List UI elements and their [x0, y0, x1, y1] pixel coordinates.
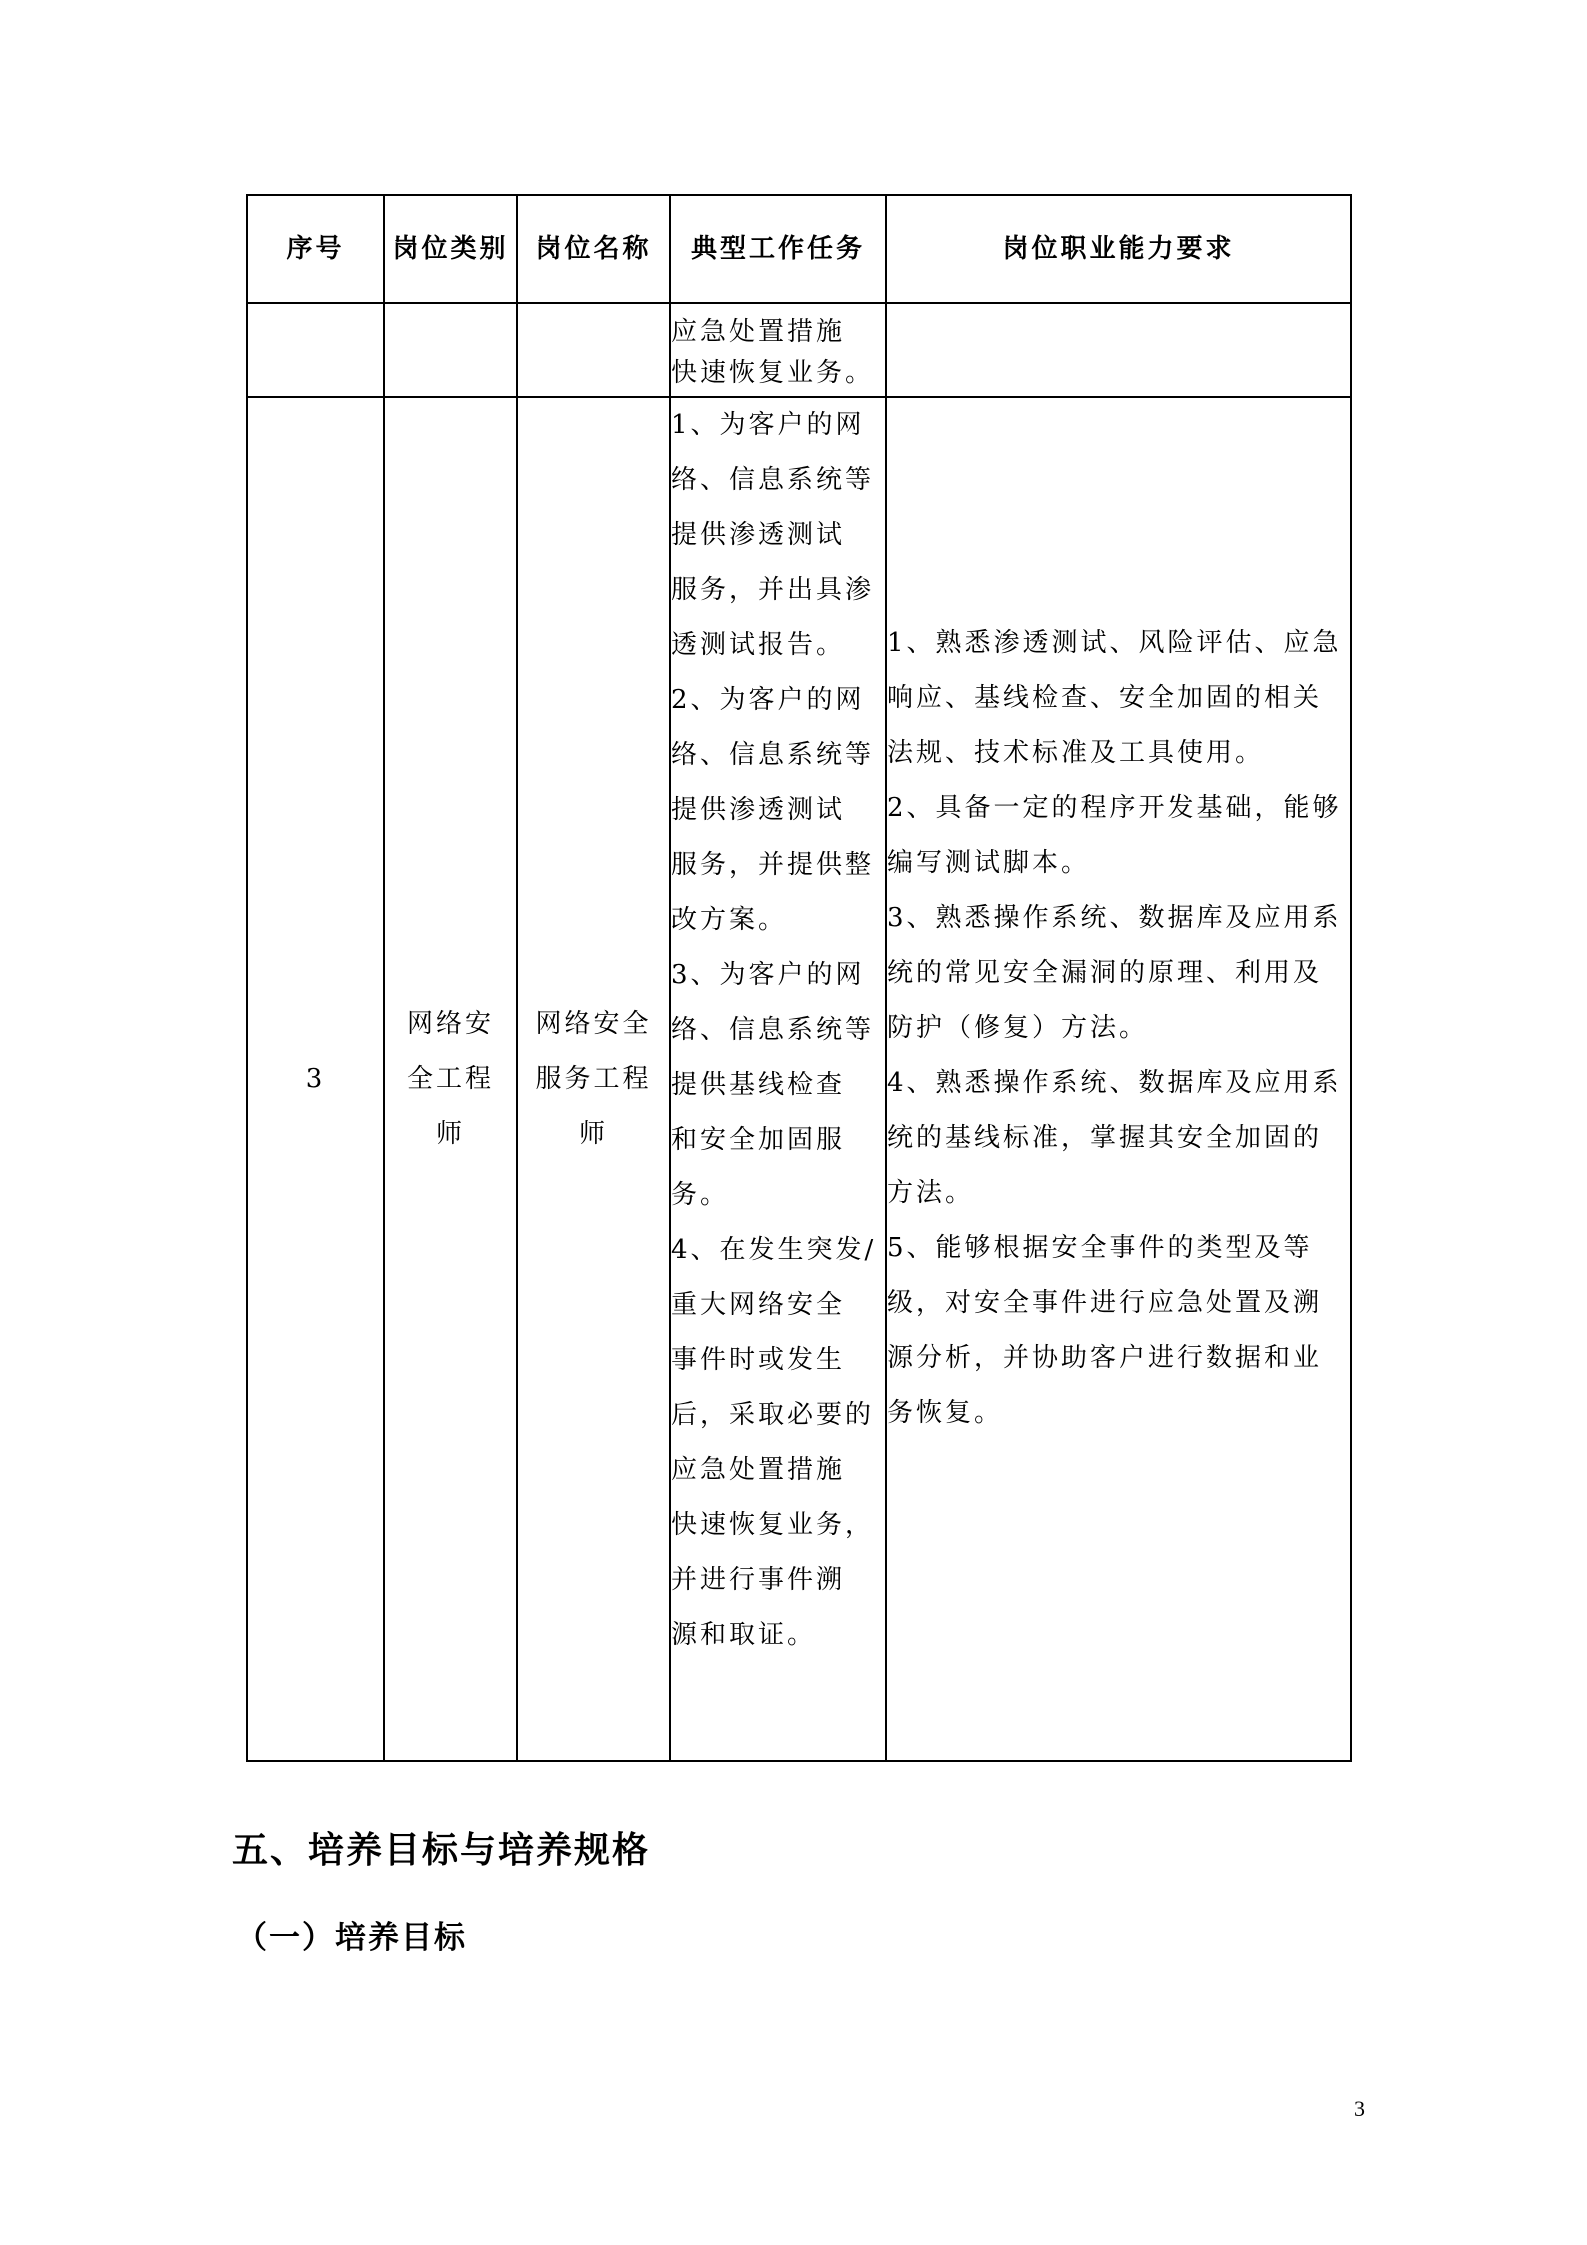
task-line: 4、在发生突发/ [671, 1235, 877, 1265]
task-line: 络、信息系统等 [671, 465, 875, 495]
page-number: 3 [1354, 2096, 1365, 2121]
cell-category [384, 397, 517, 1761]
cell-task [670, 303, 886, 397]
requirement-line: 法规、技术标准及工具使用。 [887, 738, 1265, 768]
cell-no: 3 [247, 397, 384, 1761]
requirement-line: 编写测试脚本。 [887, 848, 1091, 878]
requirement-text [887, 616, 1350, 1441]
category-line: 网络安 [406, 1008, 494, 1039]
cell-requirement [886, 397, 1351, 1761]
cell-category [384, 303, 517, 397]
requirement-line: 源分析，并协助客户进行数据和业 [887, 1343, 1323, 1373]
category-line: 师 [435, 1118, 465, 1149]
cell-name [517, 303, 670, 397]
header-task: 典型工作任务 [670, 195, 886, 303]
cell-name [517, 397, 670, 1761]
task-line: 事件时或发生 [671, 1345, 846, 1375]
task-line: 络、信息系统等 [671, 1015, 875, 1045]
requirement-line: 3、熟悉操作系统、数据库及应用系 [887, 903, 1342, 933]
task-line: 提供渗透测试 [671, 795, 846, 825]
requirement-line: 方法。 [887, 1178, 975, 1208]
sub-heading: （一）培养目标 [236, 1920, 467, 1956]
requirement-line: 务恢复。 [887, 1398, 1004, 1428]
task-line: 改方案。 [671, 905, 788, 935]
task-line: 务。 [671, 1180, 730, 1210]
task-line: 和安全加固服 [671, 1125, 846, 1155]
requirement-line: 防护（修复）方法。 [887, 1013, 1149, 1043]
task-line: 并进行事件溯 [671, 1565, 846, 1595]
task-line: 络、信息系统等 [671, 740, 875, 770]
task-text [671, 312, 885, 394]
cell-task [670, 397, 886, 1761]
requirement-line: 2、具备一定的程序开发基础，能够 [887, 793, 1342, 823]
header-category: 岗位类别 [384, 195, 517, 303]
table-header-row [247, 195, 1351, 303]
section-heading: 五、培养目标与培养规格 [232, 1830, 651, 1871]
task-text [671, 398, 885, 1663]
header-no: 序号 [247, 195, 384, 303]
task-line: 重大网络安全 [671, 1290, 846, 1320]
table-row-continued [247, 303, 1351, 397]
category-line: 全工程 [406, 1063, 494, 1094]
table-row [247, 397, 1351, 1761]
job-requirements-table [246, 194, 1352, 1762]
task-line: 提供基线检查 [671, 1070, 846, 1100]
cell-requirement [886, 303, 1351, 397]
requirement-line: 响应、基线检查、安全加固的相关 [887, 683, 1323, 713]
task-line: 应急处置措施 [671, 1455, 846, 1485]
task-line: 源和取证。 [671, 1620, 817, 1650]
requirement-line: 级，对安全事件进行应急处置及溯 [887, 1288, 1323, 1318]
requirement-line: 统的常见安全漏洞的原理、利用及 [887, 958, 1323, 988]
task-line: 服务，并出具渗 [671, 575, 875, 605]
header-requirement: 岗位职业能力要求 [886, 195, 1351, 303]
name-line: 师 [578, 1118, 608, 1149]
requirement-line: 5、能够根据安全事件的类型及等 [887, 1233, 1313, 1263]
header-name: 岗位名称 [517, 195, 670, 303]
name-line: 服务工程 [535, 1063, 652, 1094]
task-line: 服务，并提供整 [671, 850, 875, 880]
task-line: 1、为客户的网 [671, 410, 865, 440]
task-line: 应急处置措施 [671, 317, 846, 347]
task-line: 透测试报告。 [671, 630, 846, 660]
task-line: 后，采取必要的 [671, 1400, 875, 1430]
cell-no [247, 303, 384, 397]
requirement-line: 1、熟悉渗透测试、风险评估、应急 [887, 628, 1342, 658]
task-line: 2、为客户的网 [671, 685, 865, 715]
task-line: 快速恢复业务， [671, 1510, 875, 1540]
name-line: 网络安全 [535, 1008, 652, 1039]
task-line: 快速恢复业务。 [671, 358, 875, 388]
requirement-line: 4、熟悉操作系统、数据库及应用系 [887, 1068, 1342, 1098]
requirement-line: 统的基线标准，掌握其安全加固的 [887, 1123, 1323, 1153]
task-line: 提供渗透测试 [671, 520, 846, 550]
task-line: 3、为客户的网 [671, 960, 865, 990]
